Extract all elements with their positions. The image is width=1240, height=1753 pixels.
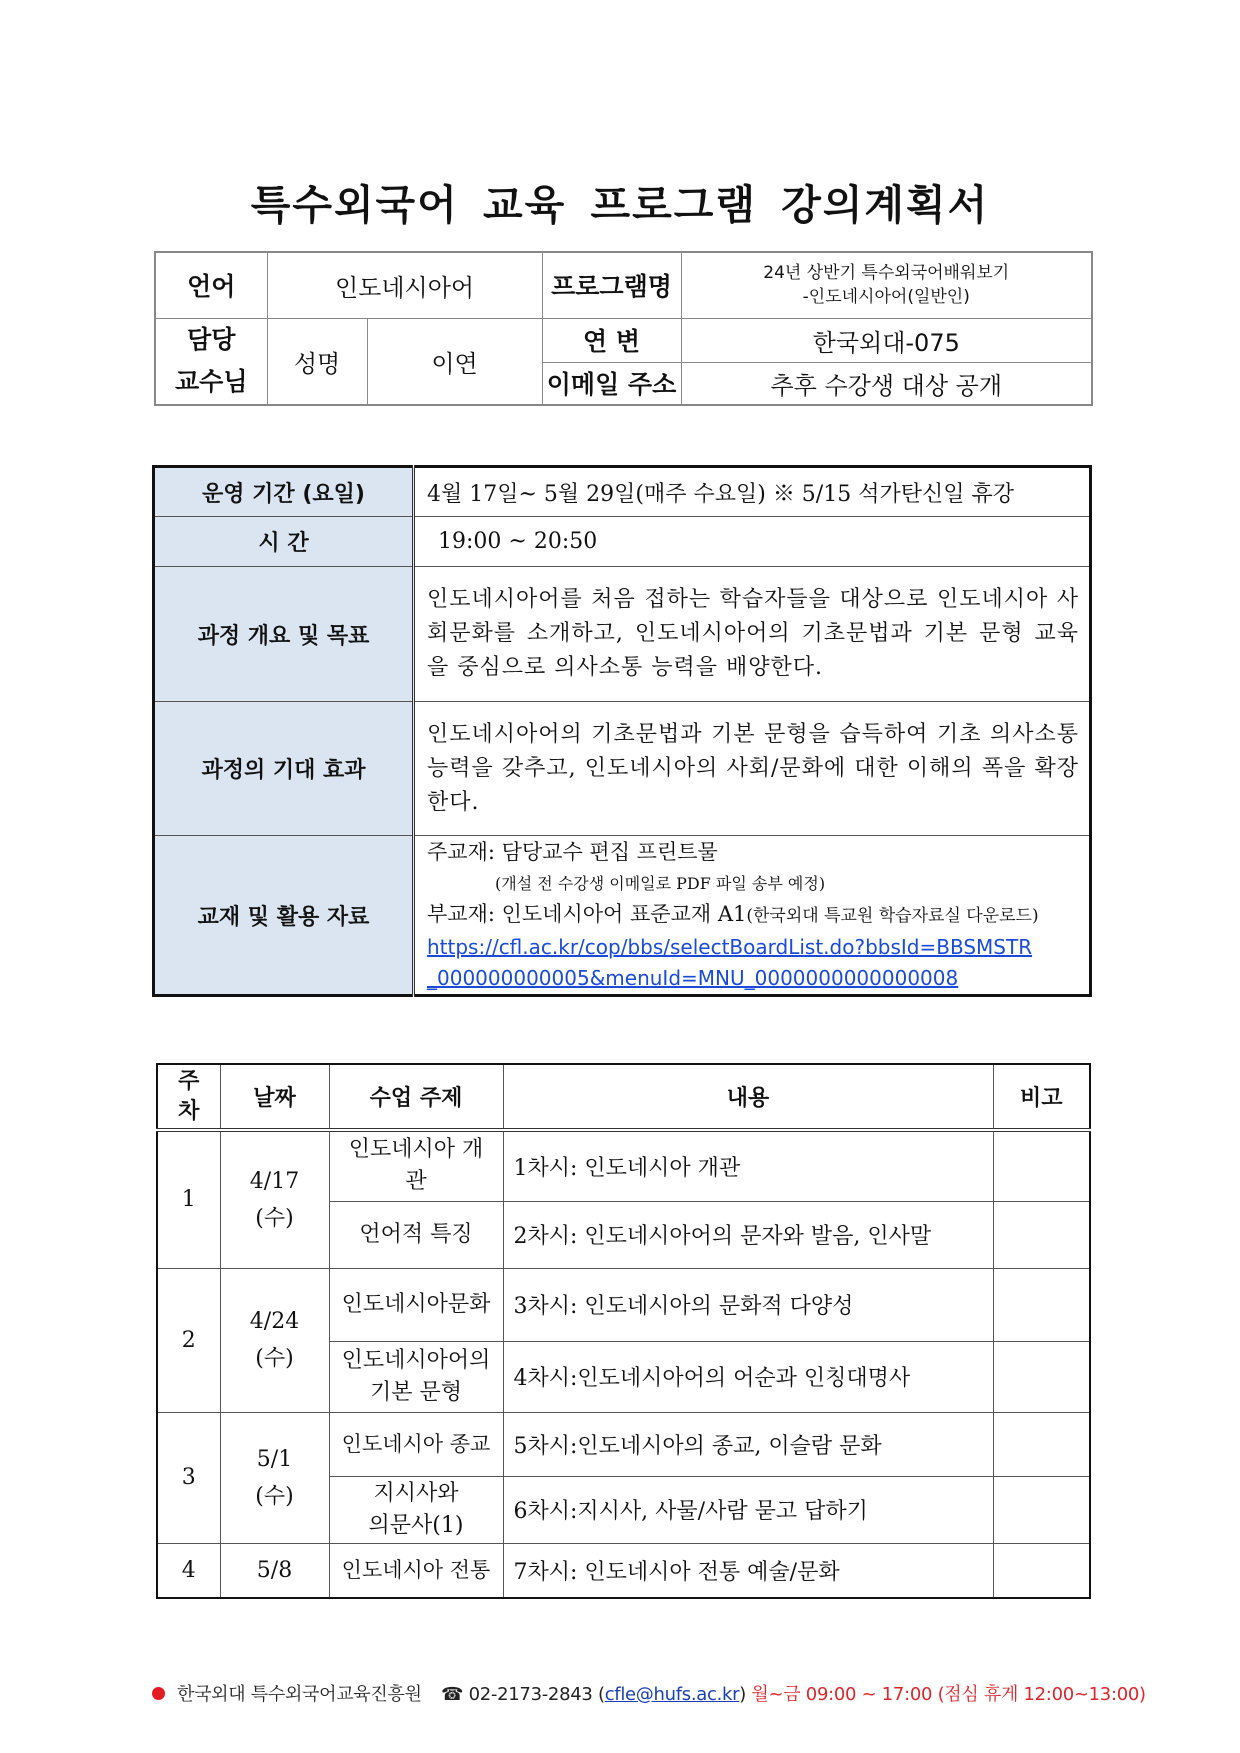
table-row [157, 1130, 1090, 1201]
table-row [157, 1268, 1090, 1341]
note-cell [993, 1543, 1090, 1598]
table-row [157, 1412, 1090, 1476]
content-cell: 6차시:지시사, 사물/사람 묻고 답하기 [503, 1476, 993, 1543]
date-cell: 5/1 (수) [220, 1412, 329, 1543]
main-textbook: 주교재: 담당교수 편집 프린트물 [427, 839, 718, 864]
program-value [681, 252, 1092, 318]
topic-cell: 언어적 특징 [329, 1201, 503, 1268]
footer-email[interactable]: cfle@hufs.ac.kr [604, 1684, 740, 1705]
note-cell [993, 1341, 1090, 1412]
date-header: 날짜 [220, 1064, 329, 1130]
program-line-2: -인도네시아어(일반인) [802, 287, 970, 308]
footer-phone: 02-2173-2843 [468, 1684, 593, 1705]
sub-textbook: 부교재: 인도네시아어 표준교재 A1 [427, 901, 747, 926]
date-cell: 4/17 (수) [220, 1130, 329, 1268]
schedule-table [156, 1063, 1091, 1599]
time-value: 19:00 ~ 20:50 [414, 517, 1091, 567]
period-value: 4월 17일~ 5월 29일(매주 수요일) ※ 5/15 석가탄신일 휴강 [414, 467, 1091, 517]
week-cell: 4 [157, 1543, 220, 1598]
content-cell: 5차시:인도네시아의 종교, 이슬람 문화 [503, 1412, 993, 1476]
topic-header: 수업 주제 [329, 1064, 503, 1130]
footer-hours: 월~금 09:00 ~ 17:00 (점심 휴게 12:00~13:00) [751, 1684, 1146, 1705]
note-cell [993, 1201, 1090, 1268]
email-label: 이메일 주소 [542, 362, 681, 405]
table-row [157, 1543, 1090, 1598]
week-header: 주 차 [157, 1064, 220, 1130]
topic-cell: 지시사와 의문사(1) [329, 1476, 503, 1543]
note-cell [993, 1268, 1090, 1341]
topic-cell: 인도네시아 종교 [329, 1412, 503, 1476]
goal-value: 인도네시아어를 처음 접하는 학습자들을 대상으로 인도네시아 사회문화를 소개하고, 인도네시아어의 기초문법과 기본 문형 교육을 중심으로 의사소통 능력을 배양한다. [414, 567, 1091, 702]
content-cell: 7차시: 인도네시아 전통 예술/문화 [503, 1543, 993, 1598]
sub-textbook-note: (한국외대 특교원 학습자료실 다운로드) [746, 905, 1039, 926]
language-label: 언어 [155, 252, 267, 318]
week-cell: 2 [157, 1268, 220, 1412]
date-cell: 5/8 [220, 1543, 329, 1598]
language-value: 인도네시아어 [267, 252, 542, 318]
year-label: 연 변 [542, 318, 681, 362]
year-value: 한국외대-075 [681, 318, 1092, 362]
page-title: 특수외국어 교육 프로그램 강의계획서 [250, 181, 990, 229]
date-cell: 4/24 (수) [220, 1268, 329, 1412]
materials-link[interactable]: https://cfl.ac.kr/cop/bbs/selectBoardList.do?bbsId=BBSMSTR _000000000005&menuId=MNU_0000000000000008 [427, 934, 1033, 990]
note-header: 비고 [993, 1064, 1090, 1130]
topic-cell: 인도네시아문화 [329, 1268, 503, 1341]
professor-label: 담당 교수님 [155, 318, 267, 405]
content-cell: 2차시: 인도네시아어의 문자와 발음, 인사말 [503, 1201, 993, 1268]
footer-org: 한국외대 특수외국어교육진흥원 [177, 1684, 422, 1705]
content-cell: 1차시: 인도네시아 개관 [503, 1130, 993, 1201]
main-textbook-note: (개설 전 수강생 이메일로 PDF 파일 송부 예정) [495, 873, 826, 893]
materials-value [414, 836, 1091, 996]
phone-icon: ☎ [441, 1684, 464, 1705]
content-cell: 4차시:인도네시아어의 어순과 인칭대명사 [503, 1341, 993, 1412]
week-cell: 1 [157, 1130, 220, 1268]
name-label: 성명 [267, 318, 367, 405]
info-table [154, 251, 1093, 406]
program-label: 프로그램명 [542, 252, 681, 318]
note-cell [993, 1476, 1090, 1543]
time-label: 시 간 [154, 517, 414, 567]
topic-cell: 인도네시아 개관 [329, 1130, 503, 1201]
note-cell [993, 1412, 1090, 1476]
program-line-1: 24년 상반기 특수외국어배워보기 [763, 263, 1010, 284]
period-label: 운영 기간 (요일) [154, 467, 414, 517]
topic-cell: 인도네시아 전통 [329, 1543, 503, 1598]
content-header: 내용 [503, 1064, 993, 1130]
effect-value: 인도네시아어의 기초문법과 기본 문형을 습득하여 기초 의사소통 능력을 갖추고, 인도네시아의 사회/문화에 대한 이해의 폭을 확장한다. [414, 702, 1091, 836]
bullet-icon [152, 1687, 165, 1700]
goal-label: 과정 개요 및 목표 [154, 567, 414, 702]
content-cell: 3차시: 인도네시아의 문화적 다양성 [503, 1268, 993, 1341]
materials-label: 교재 및 활용 자료 [154, 836, 414, 996]
note-cell [993, 1130, 1090, 1201]
week-cell: 3 [157, 1412, 220, 1543]
effect-label: 과정의 기대 효과 [154, 702, 414, 836]
footer: 한국외대 특수외국어교육진흥원 ☎ 02-2173-2843 (cfle@hufs.ac.kr) 월~금 09:00 ~ 17:00 (점심 휴게 12:00~13:00) [152, 1680, 1212, 1706]
email-value: 추후 수강생 대상 공개 [681, 362, 1092, 405]
topic-cell: 인도네시아어의 기본 문형 [329, 1341, 503, 1412]
name-value: 이연 [367, 318, 542, 405]
overview-table [152, 465, 1092, 997]
